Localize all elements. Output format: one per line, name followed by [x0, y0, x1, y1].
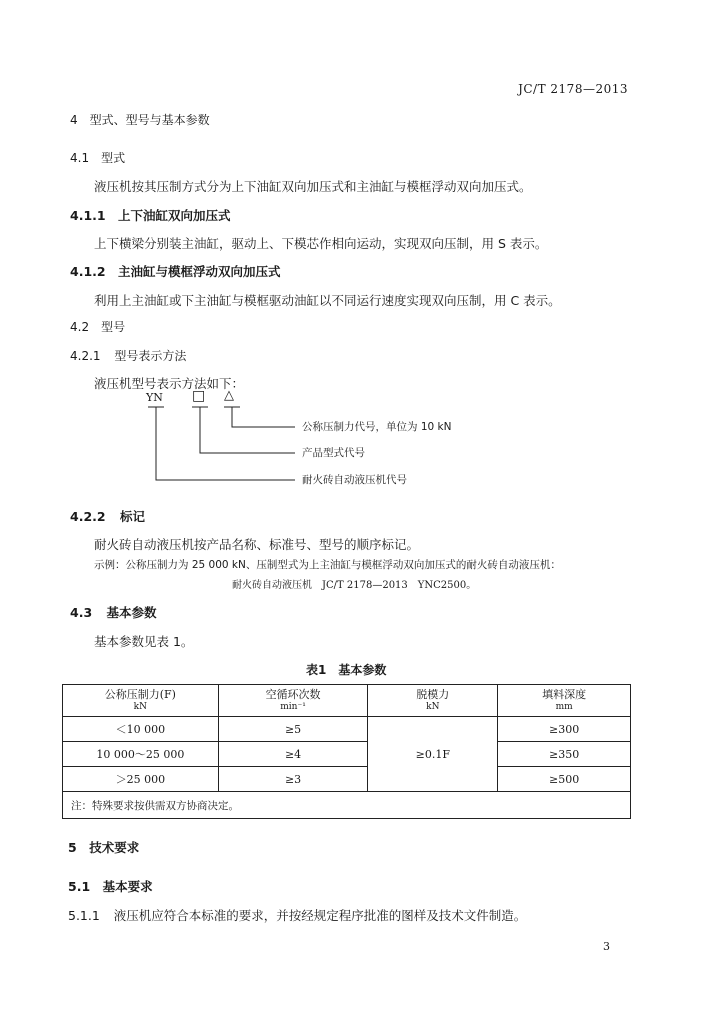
section-4-2-2-text: 耐火砖自动液压机按产品名称、标准号、型号的顺序标记。 — [94, 537, 420, 552]
section-4-2-title: 4.2 型号 — [70, 320, 126, 334]
table-header-row — [63, 685, 631, 717]
cell-depth: ≥350 — [498, 742, 631, 767]
section-5-1-title: 5.1 基本要求 — [68, 879, 153, 894]
cell-cycles: ≥4 — [218, 742, 368, 767]
table-note: 注：特殊要求按供需双方协商决定。 — [63, 792, 631, 819]
section-number: 4.2.2 — [70, 509, 106, 524]
cell-depth: ≥500 — [498, 767, 631, 792]
model-label-type: 产品型式代号 — [302, 447, 365, 459]
section-number: 4.2.1 — [70, 349, 101, 363]
section-4-3-heading — [70, 603, 157, 621]
cell-cycles: ≥5 — [218, 717, 368, 742]
section-4-1-text: 液压机按其压制方式分为上下油缸双向加压式和主油缸与模框浮动双向加压式。 — [94, 179, 532, 194]
section-number: 4.1.2 — [70, 264, 106, 279]
section-4-1-1-text: 上下横梁分别装主油缸，驱动上、下模芯作相向运动，实现双向压制，用 S 表示。 — [94, 236, 548, 251]
section-4-title: 4 型式、型号与基本参数 — [70, 113, 210, 127]
table-row — [63, 767, 631, 792]
table-note-row — [63, 792, 631, 819]
section-4-1-title: 4.1 型式 — [70, 151, 126, 165]
model-box-symbol: □ — [192, 388, 206, 404]
page-number: 3 — [603, 940, 610, 953]
section-title: 主油缸与模框浮动双向加压式 — [117, 264, 281, 279]
section-title: 基本参数 — [106, 605, 157, 620]
section-5-title: 5 技术要求 — [68, 840, 140, 855]
header-demould-force: 脱模力 kN — [368, 685, 498, 717]
section-4-1-2-text: 利用上主油缸或下主油缸与模框驱动油缸以不同运行速度实现双向压制，用 C 表示。 — [94, 293, 561, 308]
section-5-1-1 — [68, 906, 526, 924]
section-number: 4.1.1 — [70, 208, 106, 223]
section-number: 5.1.1 — [68, 908, 100, 923]
cell-demould-force: ≥0.1F — [368, 717, 498, 792]
cell-force: ＞25 000 — [63, 767, 219, 792]
section-number: 4.3 — [70, 605, 93, 620]
table-row — [63, 742, 631, 767]
cell-force: ＜10 000 — [63, 717, 219, 742]
table-row — [63, 717, 631, 742]
model-label-machine: 耐火砖自动液压机代号 — [302, 474, 407, 486]
standard-code: JC/T 2178—2013 — [518, 82, 628, 96]
section-4-1-2-heading — [70, 262, 280, 280]
section-title: 上下油缸双向加压式 — [117, 208, 231, 223]
section-title: 型号表示方法 — [114, 349, 187, 363]
section-title: 标记 — [119, 509, 145, 524]
section-text: 液压机应符合本标准的要求，并按经规定程序批准的图样及技术文件制造。 — [113, 908, 527, 923]
section-4-2-1-text: 液压机型号表示方法如下： — [94, 376, 245, 391]
example-text: 示例：公称压制力为 25 000 kN、压制型式为上主油缸与模框浮动双向加压式的耐火砖自动液压机： — [94, 559, 561, 571]
section-4-2-2-heading — [70, 507, 145, 525]
header-force: 公称压制力(F) kN — [63, 685, 219, 717]
cell-cycles: ≥3 — [218, 767, 368, 792]
model-designation-diagram — [140, 390, 500, 495]
model-prefix: YN — [146, 391, 163, 404]
header-fill-depth: 填料深度 mm — [498, 685, 631, 717]
cell-force: 10 000～25 000 — [63, 742, 219, 767]
table-caption: 表1 基本参数 — [306, 663, 387, 677]
example-mark: 耐火砖自动液压机 JC/T 2178—2013 YNC2500。 — [232, 580, 477, 591]
header-cycles: 空循环次数 min⁻¹ — [218, 685, 368, 717]
model-triangle-symbol: △ — [224, 388, 234, 403]
model-label-force: 公称压制力代号，单位为 10 kN — [302, 421, 452, 433]
section-4-2-1-heading — [70, 347, 186, 364]
cell-depth: ≥300 — [498, 717, 631, 742]
basic-parameters-table — [62, 684, 631, 819]
section-4-3-text: 基本参数见表 1。 — [94, 634, 194, 649]
section-4-1-1-heading — [70, 206, 230, 224]
